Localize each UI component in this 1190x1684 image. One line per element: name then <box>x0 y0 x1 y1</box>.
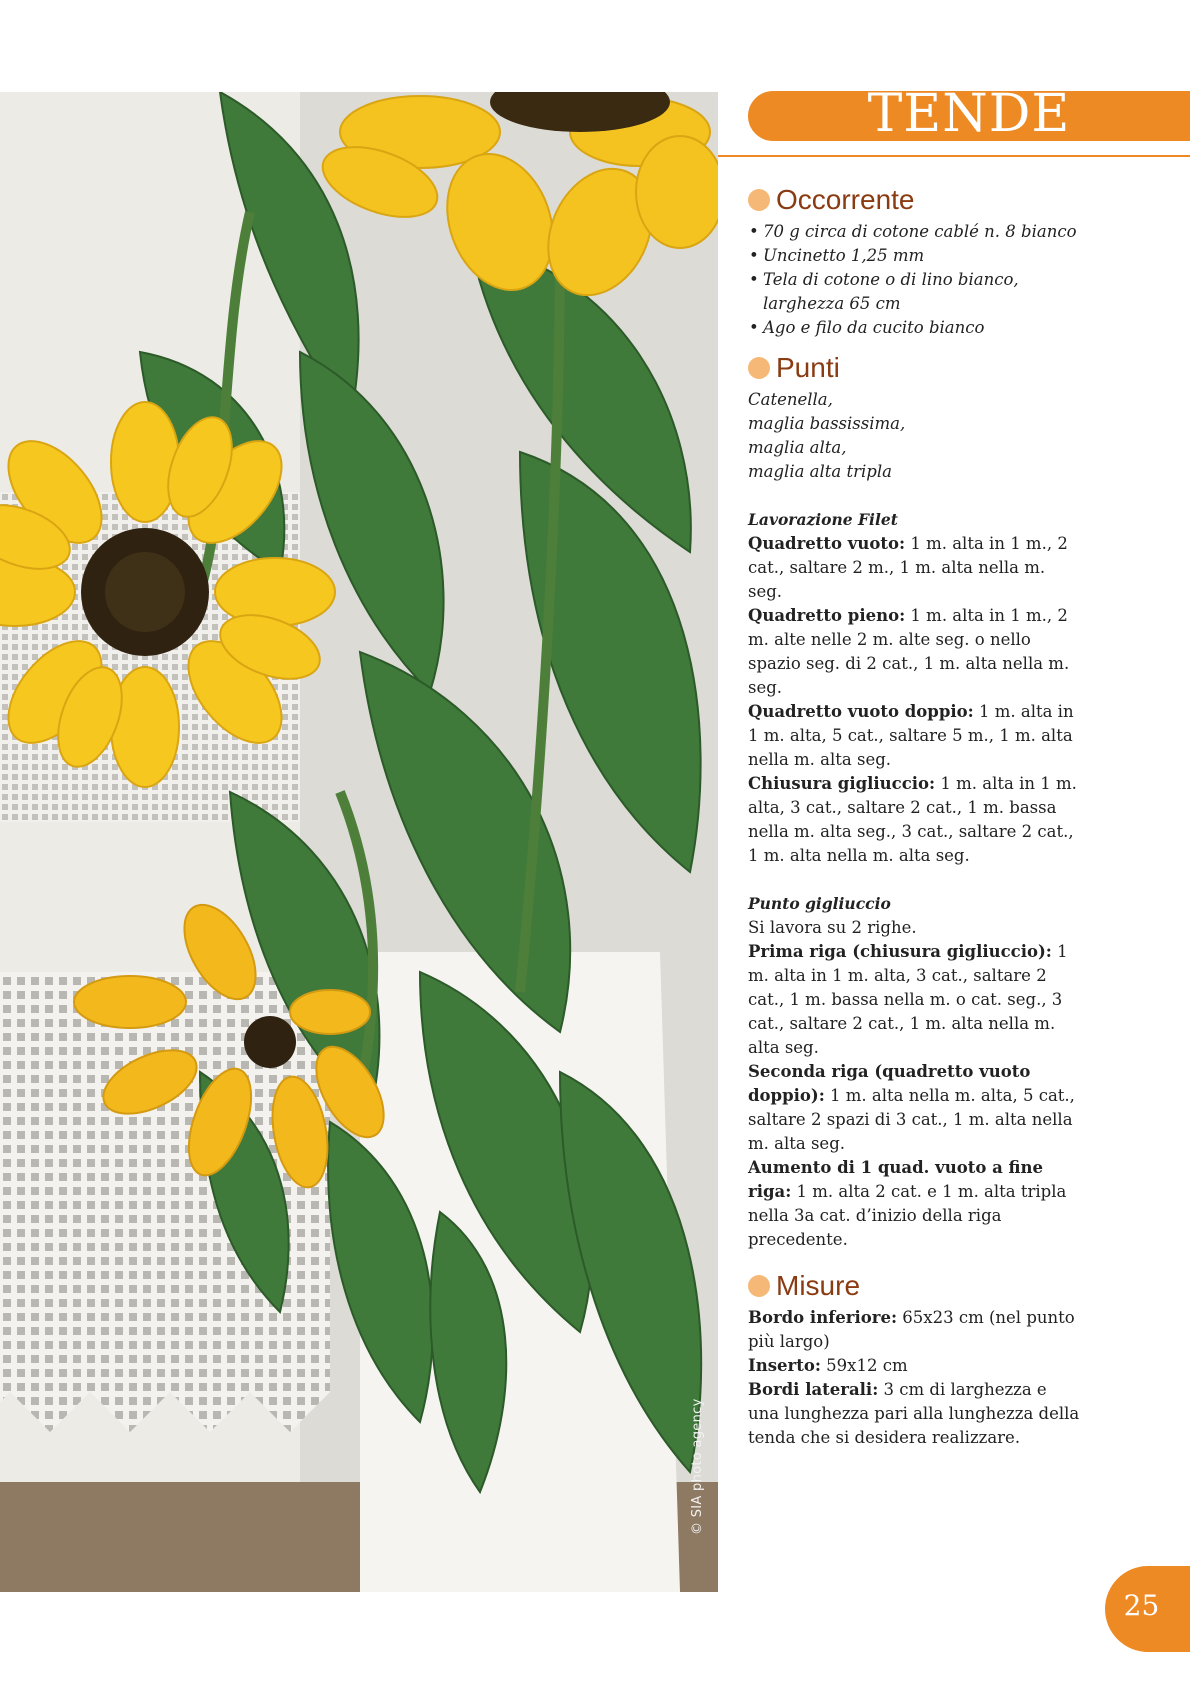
instruction-text: 1 m. alta in 1 m., 2 m. alte nelle 2 m. alte seg. o nello spazio seg. di 2 cat., 1 m. alta nella m. seg. <box>748 606 1070 697</box>
instruction-paragraph <box>748 604 1083 700</box>
instruction-text: 1 m. alta in 1 m., 2 cat., saltare 2 m., 1 m. alta nella m. seg. <box>748 534 1068 601</box>
measure-text: 3 cm di larghezza e una lunghezza pari alla lunghezza della tenda che si desidera realizzare. <box>748 1380 1080 1447</box>
instruction-paragraph <box>748 1156 1083 1252</box>
instruction-text: 1 m. alta in 1 m. alta, 3 cat., saltare 2 cat., 1 m. bassa nella m. o cat. seg., 3 cat., saltare 2 cat., 1 m. alta nella m. alta seg. <box>748 942 1068 1057</box>
measure-label: Inserto: <box>748 1356 821 1375</box>
title-divider <box>718 155 1190 157</box>
instruction-label: Chiusura gigliuccio: <box>748 774 936 793</box>
instruction-label: Seconda riga (quadretto vuoto doppio): <box>748 1062 1031 1105</box>
subsection-title: Lavorazione Filet <box>748 510 898 529</box>
instruction-paragraph <box>748 1060 1083 1156</box>
stitch-line: Catenella, <box>748 390 833 409</box>
stitch-line: maglia bassissima, <box>748 414 906 433</box>
list-item: • 70 g circa di cotone cablé n. 8 bianco <box>748 220 1083 244</box>
bullet-dot-icon <box>748 357 770 379</box>
section-misure-heading <box>748 1266 1083 1306</box>
section-title: Punti <box>776 352 840 383</box>
instruction-label: Quadretto vuoto: <box>748 534 906 553</box>
bullet-dot-icon <box>748 1275 770 1297</box>
measure-paragraph <box>748 1378 1083 1450</box>
bullet-dot-icon <box>748 189 770 211</box>
sunflower-photo <box>0 92 718 1592</box>
list-item: • Tela di cotone o di lino bianco, larghezza 65 cm <box>748 268 1083 316</box>
instruction-label: Prima riga (chiusura gigliuccio): <box>748 942 1052 961</box>
instruction-text: 1 m. alta in 1 m. alta, 5 cat., saltare 5 m., 1 m. alta nella m. alta seg. <box>748 702 1074 769</box>
section-title: Misure <box>776 1270 861 1301</box>
instruction-paragraph <box>748 940 1083 1060</box>
measure-text: 59x12 cm <box>820 1356 908 1375</box>
stitch-line: maglia alta tripla <box>748 462 892 481</box>
instruction-text: 1 m. alta in 1 m. alta, 3 cat., saltare 2 cat., 1 m. bassa nella m. alta seg., 3 cat., saltare 2 cat., 1 m. alta nella m. alta seg. <box>748 774 1077 865</box>
subsection-title: Punto gigliuccio <box>748 894 891 913</box>
measure-text: 65x23 cm (nel punto più largo) <box>748 1308 1075 1351</box>
section-occorrente-heading <box>748 180 1083 220</box>
instruction-paragraph <box>748 700 1083 772</box>
measure-label: Bordo inferiore: <box>748 1308 898 1327</box>
list-item: • Ago e filo da cucito bianco <box>748 316 1083 340</box>
instruction-label: Aumento di 1 quad. vuoto a fine riga: <box>748 1158 1044 1201</box>
section-title: Occorrente <box>776 184 915 215</box>
measure-paragraph <box>748 1354 1083 1378</box>
instruction-text: 1 m. alta 2 cat. e 1 m. alta tripla nella 3a cat. d’inizio della riga precedente. <box>748 1182 1067 1249</box>
list-item: • Uncinetto 1,25 mm <box>748 244 1083 268</box>
stitch-line: maglia alta, <box>748 438 847 457</box>
section-punti-heading <box>748 348 1083 388</box>
instruction-label: Quadretto vuoto doppio: <box>748 702 974 721</box>
page-number: 25 <box>1123 1589 1160 1622</box>
page-title: TENDE <box>867 84 1071 144</box>
instruction-paragraph <box>748 532 1083 604</box>
instruction-paragraph <box>748 772 1083 868</box>
instruction-text: 1 m. alta nella m. alta, 5 cat., saltare 2 spazi di 3 cat., 1 m. alta nella m. alta seg. <box>748 1086 1075 1153</box>
measure-paragraph <box>748 1306 1083 1354</box>
sunflower-illustration <box>0 92 718 1592</box>
instructions-column <box>748 180 1083 1450</box>
instruction-intro: Si lavora su 2 righe. <box>748 918 917 937</box>
photo-credit: © SIA photo agency <box>690 1398 705 1535</box>
measure-label: Bordi laterali: <box>748 1380 879 1399</box>
materials-list <box>748 220 1083 340</box>
instruction-label: Quadretto pieno: <box>748 606 906 625</box>
